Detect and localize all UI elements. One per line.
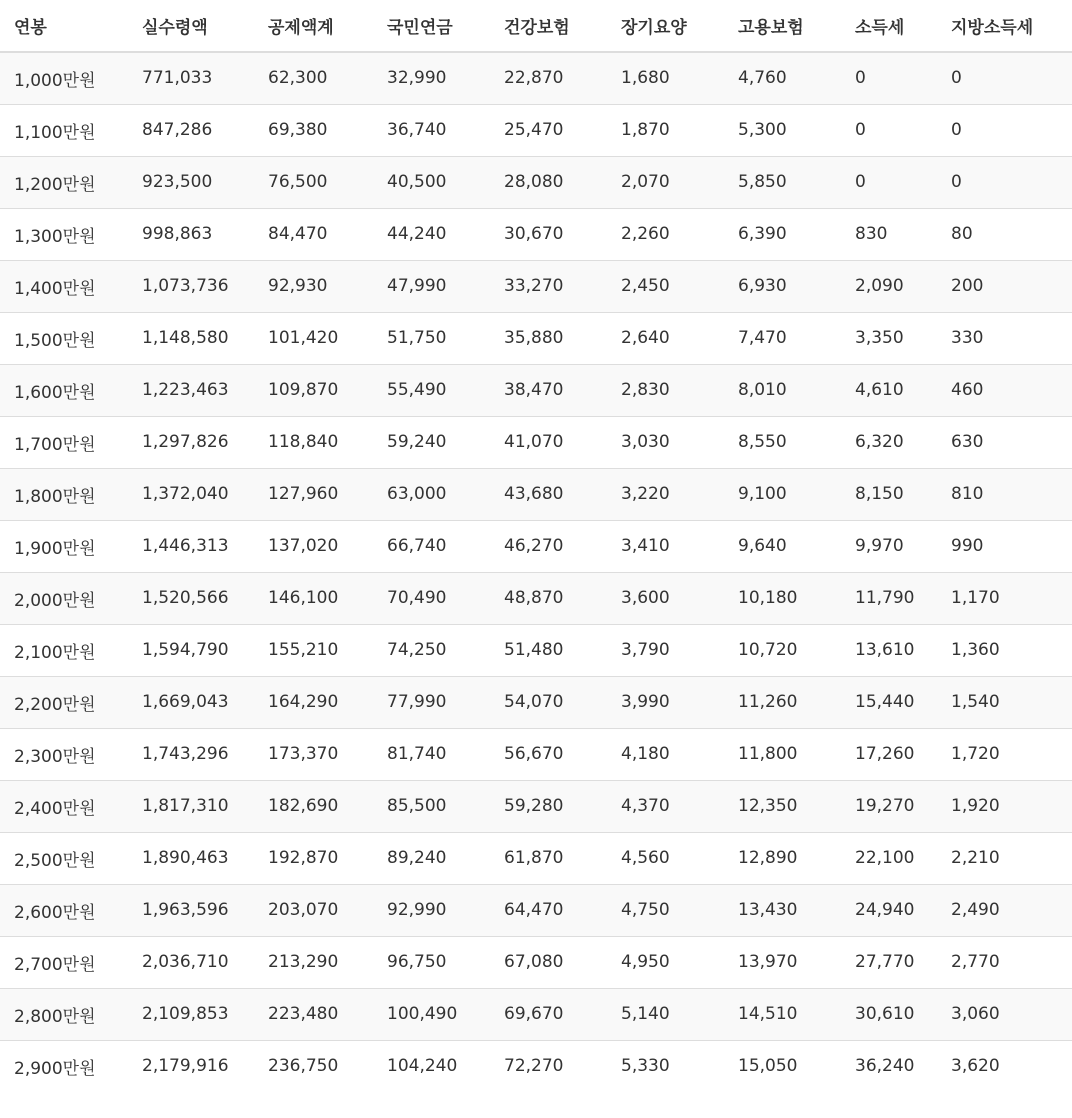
table-cell: 4,610 bbox=[841, 364, 937, 416]
salary-cell: 2,700만원 bbox=[0, 936, 128, 988]
column-header: 연봉 bbox=[0, 0, 128, 52]
salary-cell: 1,100만원 bbox=[0, 104, 128, 156]
table-cell: 74,250 bbox=[373, 624, 490, 676]
salary-cell: 2,000만원 bbox=[0, 572, 128, 624]
table-cell: 1,540 bbox=[937, 676, 1072, 728]
table-cell: 27,770 bbox=[841, 936, 937, 988]
table-cell: 1,743,296 bbox=[128, 728, 254, 780]
table-cell: 4,180 bbox=[607, 728, 724, 780]
table-cell: 3,410 bbox=[607, 520, 724, 572]
header-row bbox=[0, 0, 1072, 52]
table-cell: 118,840 bbox=[254, 416, 373, 468]
table-cell: 998,863 bbox=[128, 208, 254, 260]
table-cell: 0 bbox=[937, 52, 1072, 104]
table-cell: 630 bbox=[937, 416, 1072, 468]
table-cell: 48,870 bbox=[490, 572, 607, 624]
table-cell: 1,297,826 bbox=[128, 416, 254, 468]
table-cell: 3,060 bbox=[937, 988, 1072, 1040]
table-cell: 192,870 bbox=[254, 832, 373, 884]
salary-cell: 2,100만원 bbox=[0, 624, 128, 676]
table-cell: 15,440 bbox=[841, 676, 937, 728]
table-cell: 36,740 bbox=[373, 104, 490, 156]
table-cell: 69,670 bbox=[490, 988, 607, 1040]
table-cell: 330 bbox=[937, 312, 1072, 364]
table-cell: 63,000 bbox=[373, 468, 490, 520]
table-cell: 9,100 bbox=[724, 468, 841, 520]
table-cell: 44,240 bbox=[373, 208, 490, 260]
table-cell: 3,030 bbox=[607, 416, 724, 468]
table-row bbox=[0, 208, 1072, 260]
table-cell: 76,500 bbox=[254, 156, 373, 208]
table-cell: 2,070 bbox=[607, 156, 724, 208]
table-cell: 4,950 bbox=[607, 936, 724, 988]
table-row bbox=[0, 572, 1072, 624]
table-cell: 100,490 bbox=[373, 988, 490, 1040]
table-row bbox=[0, 988, 1072, 1040]
salary-cell: 1,700만원 bbox=[0, 416, 128, 468]
table-cell: 2,830 bbox=[607, 364, 724, 416]
table-row bbox=[0, 728, 1072, 780]
table-cell: 3,600 bbox=[607, 572, 724, 624]
table-cell: 1,446,313 bbox=[128, 520, 254, 572]
table-cell: 51,480 bbox=[490, 624, 607, 676]
table-cell: 92,990 bbox=[373, 884, 490, 936]
table-cell: 69,380 bbox=[254, 104, 373, 156]
table-cell: 771,033 bbox=[128, 52, 254, 104]
table-cell: 146,100 bbox=[254, 572, 373, 624]
table-cell: 236,750 bbox=[254, 1040, 373, 1092]
table-cell: 164,290 bbox=[254, 676, 373, 728]
table-cell: 6,390 bbox=[724, 208, 841, 260]
table-cell: 5,330 bbox=[607, 1040, 724, 1092]
table-cell: 38,470 bbox=[490, 364, 607, 416]
table-cell: 92,930 bbox=[254, 260, 373, 312]
table-row bbox=[0, 884, 1072, 936]
table-row bbox=[0, 156, 1072, 208]
table-cell: 55,490 bbox=[373, 364, 490, 416]
table-cell: 10,720 bbox=[724, 624, 841, 676]
table-cell: 22,100 bbox=[841, 832, 937, 884]
table-cell: 66,740 bbox=[373, 520, 490, 572]
table-cell: 923,500 bbox=[128, 156, 254, 208]
table-row bbox=[0, 676, 1072, 728]
table-cell: 1,890,463 bbox=[128, 832, 254, 884]
table-cell: 155,210 bbox=[254, 624, 373, 676]
table-row bbox=[0, 832, 1072, 884]
table-cell: 990 bbox=[937, 520, 1072, 572]
table-cell: 0 bbox=[841, 104, 937, 156]
salary-cell: 2,900만원 bbox=[0, 1040, 128, 1092]
table-cell: 25,470 bbox=[490, 104, 607, 156]
salary-cell: 1,500만원 bbox=[0, 312, 128, 364]
table-cell: 137,020 bbox=[254, 520, 373, 572]
salary-cell: 1,200만원 bbox=[0, 156, 128, 208]
table-cell: 61,870 bbox=[490, 832, 607, 884]
table-cell: 15,050 bbox=[724, 1040, 841, 1092]
table-cell: 213,290 bbox=[254, 936, 373, 988]
table-cell: 1,963,596 bbox=[128, 884, 254, 936]
salary-cell: 2,300만원 bbox=[0, 728, 128, 780]
table-cell: 43,680 bbox=[490, 468, 607, 520]
table-cell: 85,500 bbox=[373, 780, 490, 832]
column-header: 장기요양 bbox=[607, 0, 724, 52]
table-cell: 28,080 bbox=[490, 156, 607, 208]
table-cell: 8,150 bbox=[841, 468, 937, 520]
salary-cell: 2,200만원 bbox=[0, 676, 128, 728]
table-cell: 13,430 bbox=[724, 884, 841, 936]
table-cell: 13,610 bbox=[841, 624, 937, 676]
salary-cell: 2,400만원 bbox=[0, 780, 128, 832]
table-cell: 2,770 bbox=[937, 936, 1072, 988]
salary-cell: 1,300만원 bbox=[0, 208, 128, 260]
table-cell: 8,550 bbox=[724, 416, 841, 468]
table-cell: 9,970 bbox=[841, 520, 937, 572]
table-row bbox=[0, 780, 1072, 832]
table-body bbox=[0, 52, 1072, 1092]
table-row bbox=[0, 260, 1072, 312]
column-header: 지방소득세 bbox=[937, 0, 1072, 52]
table-cell: 460 bbox=[937, 364, 1072, 416]
table-cell: 4,750 bbox=[607, 884, 724, 936]
table-row bbox=[0, 624, 1072, 676]
table-cell: 70,490 bbox=[373, 572, 490, 624]
table-cell: 1,223,463 bbox=[128, 364, 254, 416]
column-header: 공제액계 bbox=[254, 0, 373, 52]
table-cell: 11,800 bbox=[724, 728, 841, 780]
table-cell: 51,750 bbox=[373, 312, 490, 364]
table-row bbox=[0, 468, 1072, 520]
table-cell: 56,670 bbox=[490, 728, 607, 780]
table-cell: 104,240 bbox=[373, 1040, 490, 1092]
column-header: 고용보험 bbox=[724, 0, 841, 52]
table-cell: 96,750 bbox=[373, 936, 490, 988]
table-cell: 4,560 bbox=[607, 832, 724, 884]
table-cell: 13,970 bbox=[724, 936, 841, 988]
table-row bbox=[0, 520, 1072, 572]
table-cell: 5,300 bbox=[724, 104, 841, 156]
table-cell: 1,680 bbox=[607, 52, 724, 104]
table-cell: 0 bbox=[841, 52, 937, 104]
table-cell: 2,179,916 bbox=[128, 1040, 254, 1092]
table-cell: 1,870 bbox=[607, 104, 724, 156]
table-header bbox=[0, 0, 1072, 52]
table-cell: 54,070 bbox=[490, 676, 607, 728]
table-cell: 1,594,790 bbox=[128, 624, 254, 676]
table-cell: 2,450 bbox=[607, 260, 724, 312]
table-cell: 59,280 bbox=[490, 780, 607, 832]
table-cell: 203,070 bbox=[254, 884, 373, 936]
table-cell: 3,790 bbox=[607, 624, 724, 676]
table-cell: 41,070 bbox=[490, 416, 607, 468]
table-cell: 33,270 bbox=[490, 260, 607, 312]
table-cell: 8,010 bbox=[724, 364, 841, 416]
table-cell: 3,620 bbox=[937, 1040, 1072, 1092]
table-cell: 80 bbox=[937, 208, 1072, 260]
table-cell: 3,990 bbox=[607, 676, 724, 728]
table-cell: 77,990 bbox=[373, 676, 490, 728]
table-row bbox=[0, 52, 1072, 104]
table-cell: 67,080 bbox=[490, 936, 607, 988]
table-cell: 0 bbox=[841, 156, 937, 208]
table-cell: 223,480 bbox=[254, 988, 373, 1040]
table-cell: 1,520,566 bbox=[128, 572, 254, 624]
table-cell: 2,490 bbox=[937, 884, 1072, 936]
table-cell: 6,930 bbox=[724, 260, 841, 312]
table-cell: 5,140 bbox=[607, 988, 724, 1040]
salary-cell: 2,600만원 bbox=[0, 884, 128, 936]
table-cell: 2,109,853 bbox=[128, 988, 254, 1040]
table-cell: 7,470 bbox=[724, 312, 841, 364]
table-cell: 101,420 bbox=[254, 312, 373, 364]
table-cell: 200 bbox=[937, 260, 1072, 312]
table-cell: 1,669,043 bbox=[128, 676, 254, 728]
table-cell: 1,360 bbox=[937, 624, 1072, 676]
table-cell: 127,960 bbox=[254, 468, 373, 520]
table-cell: 0 bbox=[937, 156, 1072, 208]
column-header: 건강보험 bbox=[490, 0, 607, 52]
table-cell: 47,990 bbox=[373, 260, 490, 312]
table-cell: 847,286 bbox=[128, 104, 254, 156]
table-row bbox=[0, 1040, 1072, 1092]
table-cell: 32,990 bbox=[373, 52, 490, 104]
table-row bbox=[0, 312, 1072, 364]
table-cell: 3,220 bbox=[607, 468, 724, 520]
salary-cell: 1,900만원 bbox=[0, 520, 128, 572]
table-cell: 1,920 bbox=[937, 780, 1072, 832]
table-cell: 2,036,710 bbox=[128, 936, 254, 988]
salary-cell: 1,600만원 bbox=[0, 364, 128, 416]
table-cell: 830 bbox=[841, 208, 937, 260]
table-cell: 2,260 bbox=[607, 208, 724, 260]
table-cell: 22,870 bbox=[490, 52, 607, 104]
table-cell: 2,640 bbox=[607, 312, 724, 364]
table-cell: 36,240 bbox=[841, 1040, 937, 1092]
table-cell: 24,940 bbox=[841, 884, 937, 936]
table-row bbox=[0, 364, 1072, 416]
table-cell: 182,690 bbox=[254, 780, 373, 832]
table-cell: 14,510 bbox=[724, 988, 841, 1040]
table-cell: 4,760 bbox=[724, 52, 841, 104]
table-cell: 109,870 bbox=[254, 364, 373, 416]
table-cell: 1,148,580 bbox=[128, 312, 254, 364]
table-cell: 3,350 bbox=[841, 312, 937, 364]
table-cell: 2,210 bbox=[937, 832, 1072, 884]
column-header: 실수령액 bbox=[128, 0, 254, 52]
table-cell: 64,470 bbox=[490, 884, 607, 936]
table-cell: 10,180 bbox=[724, 572, 841, 624]
table-row bbox=[0, 936, 1072, 988]
table-cell: 1,817,310 bbox=[128, 780, 254, 832]
table-cell: 12,890 bbox=[724, 832, 841, 884]
table-cell: 11,790 bbox=[841, 572, 937, 624]
table-cell: 30,670 bbox=[490, 208, 607, 260]
salary-cell: 1,400만원 bbox=[0, 260, 128, 312]
table-cell: 81,740 bbox=[373, 728, 490, 780]
table-cell: 12,350 bbox=[724, 780, 841, 832]
table-cell: 40,500 bbox=[373, 156, 490, 208]
table-cell: 11,260 bbox=[724, 676, 841, 728]
salary-cell: 1,000만원 bbox=[0, 52, 128, 104]
table-cell: 1,372,040 bbox=[128, 468, 254, 520]
salary-cell: 1,800만원 bbox=[0, 468, 128, 520]
table-cell: 89,240 bbox=[373, 832, 490, 884]
table-cell: 2,090 bbox=[841, 260, 937, 312]
table-cell: 35,880 bbox=[490, 312, 607, 364]
table-cell: 6,320 bbox=[841, 416, 937, 468]
table-cell: 62,300 bbox=[254, 52, 373, 104]
salary-cell: 2,500만원 bbox=[0, 832, 128, 884]
table-row bbox=[0, 416, 1072, 468]
table-cell: 9,640 bbox=[724, 520, 841, 572]
column-header: 소득세 bbox=[841, 0, 937, 52]
table-cell: 19,270 bbox=[841, 780, 937, 832]
table-cell: 84,470 bbox=[254, 208, 373, 260]
table-row bbox=[0, 104, 1072, 156]
column-header: 국민연금 bbox=[373, 0, 490, 52]
table-cell: 5,850 bbox=[724, 156, 841, 208]
table-cell: 1,073,736 bbox=[128, 260, 254, 312]
table-cell: 810 bbox=[937, 468, 1072, 520]
salary-cell: 2,800만원 bbox=[0, 988, 128, 1040]
table-cell: 4,370 bbox=[607, 780, 724, 832]
table-cell: 1,170 bbox=[937, 572, 1072, 624]
table-cell: 17,260 bbox=[841, 728, 937, 780]
table-cell: 30,610 bbox=[841, 988, 937, 1040]
table-cell: 173,370 bbox=[254, 728, 373, 780]
table-cell: 0 bbox=[937, 104, 1072, 156]
table-cell: 59,240 bbox=[373, 416, 490, 468]
table-cell: 72,270 bbox=[490, 1040, 607, 1092]
table-cell: 46,270 bbox=[490, 520, 607, 572]
table-cell: 1,720 bbox=[937, 728, 1072, 780]
